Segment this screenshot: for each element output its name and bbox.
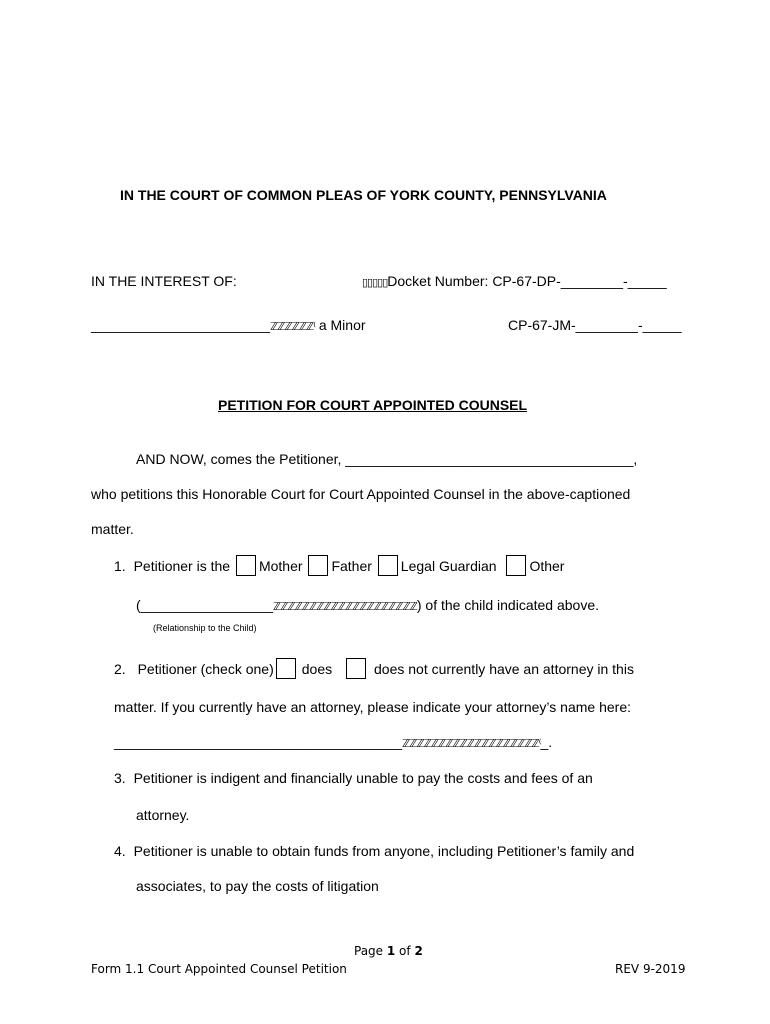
- does-not-label: does not currently have an attorney in this: [374, 661, 634, 678]
- does-checkbox[interactable]: [276, 658, 296, 679]
- intro-line-3: matter.: [91, 521, 134, 537]
- page-number: [354, 944, 423, 958]
- father-label: Father: [331, 558, 372, 575]
- docket-number-dp: [362, 273, 667, 289]
- mother-label: Mother: [258, 558, 303, 575]
- item-4-text: Petitioner is unable to obtain funds from anyone, including Petitioner’s family and: [133, 843, 635, 859]
- docket-number-jm: CP-67-JM-________-_____: [508, 317, 682, 333]
- attorney-name-blank[interactable]: _____________________________________: [114, 734, 403, 750]
- minor-glyphs: ℤℤℤℤℤℤ⁽: [270, 321, 315, 333]
- intro-line-2: who petitions this Honorable Court for Court Appointed Counsel in the above-captioned: [91, 486, 631, 502]
- item-1-lead: Petitioner is the: [133, 558, 231, 575]
- item-2-line-1: [114, 660, 634, 681]
- father-checkbox[interactable]: [308, 555, 328, 576]
- legal-guardian-checkbox[interactable]: [378, 555, 398, 576]
- court-header: IN THE COURT OF COMMON PLEAS OF YORK COUNTY, PENNSYLVANIA: [120, 187, 607, 203]
- page-of: of: [395, 944, 415, 958]
- petitioner-name-blank[interactable]: _____________________________________: [345, 451, 634, 467]
- relationship-blank[interactable]: _________________: [140, 597, 274, 613]
- item-3-line-2: attorney.: [136, 807, 190, 823]
- docket-dp-label: Docket Number: CP-67-DP-________-_____: [387, 273, 667, 289]
- intro-comma: ,: [633, 451, 638, 467]
- paren-open: (: [136, 597, 141, 613]
- minor-name-line: [91, 317, 366, 333]
- item-1-line-1: [114, 557, 564, 578]
- page-current: 1: [386, 944, 396, 958]
- attorney-end: _.: [540, 734, 553, 750]
- interest-of-label: IN THE INTEREST OF:: [91, 273, 237, 289]
- minor-name-blank[interactable]: _______________________: [91, 317, 271, 333]
- mother-checkbox[interactable]: [236, 555, 256, 576]
- item-2-number: 2.: [114, 661, 126, 678]
- item-1-line-2-end: ) of the child indicated above.: [416, 597, 599, 613]
- revision: REV 9-2019: [615, 962, 686, 976]
- attorney-glyphs: ℤℤℤℤℤℤℤℤℤℤℤℤℤℤℤℤℤℤℤ⁽: [402, 738, 541, 750]
- form-name: Form 1.1 Court Appointed Counsel Petition: [91, 962, 347, 976]
- item-3-number: 3.: [114, 770, 126, 786]
- does-label: does: [301, 661, 333, 678]
- item-2-line-3: [114, 734, 552, 750]
- petition-title: PETITION FOR COURT APPOINTED COUNSEL: [218, 397, 528, 413]
- minor-label: a Minor: [314, 317, 366, 333]
- item-1-line-2: [136, 597, 599, 613]
- item-2-lead: Petitioner (check one): [137, 661, 274, 678]
- docket-glyphs: ▯▯▯▯▯: [362, 277, 388, 289]
- page-total: 2: [414, 944, 423, 958]
- other-label: Other: [529, 558, 565, 575]
- does-not-checkbox[interactable]: [346, 658, 366, 679]
- item-4-line-1: [114, 843, 634, 859]
- legal-guardian-label: Legal Guardian: [400, 558, 497, 575]
- intro-lead: AND NOW, comes the Petitioner,: [136, 451, 346, 467]
- other-checkbox[interactable]: [506, 555, 526, 576]
- relationship-caption: (Relationship to the Child): [153, 623, 257, 633]
- item-2-line-2: matter. If you currently have an attorney, please indicate your attorney’s name here:: [114, 699, 631, 715]
- item-3-text: Petitioner is indigent and financially unable to pay the costs and fees of an: [133, 770, 593, 786]
- intro-line-1: [136, 451, 637, 467]
- item-1-number: 1.: [114, 558, 126, 575]
- relationship-glyphs: ℤℤℤℤℤℤℤℤℤℤℤℤℤℤℤℤℤℤℤℤ: [273, 601, 417, 613]
- page-prefix: Page: [354, 944, 387, 958]
- item-3-line-1: [114, 770, 593, 786]
- item-4-number: 4.: [114, 843, 126, 859]
- item-4-line-2: associates, to pay the costs of litigation: [136, 878, 379, 894]
